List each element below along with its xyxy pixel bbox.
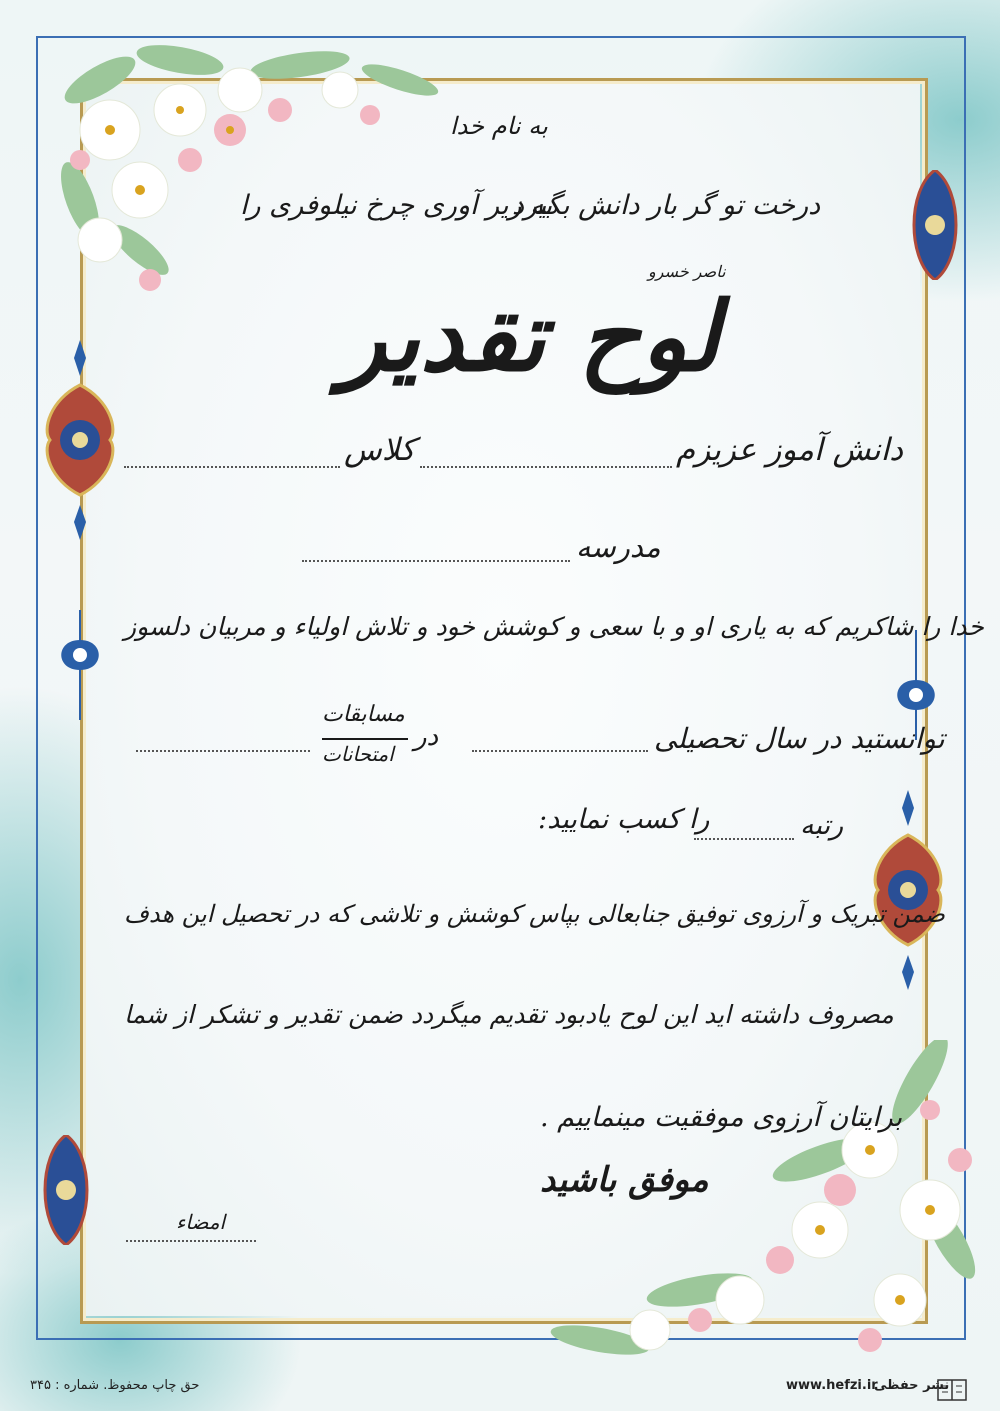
school-label: مدرسه bbox=[576, 530, 661, 564]
corner-ornament-top-right-icon bbox=[905, 170, 965, 280]
student-name-line[interactable] bbox=[420, 466, 672, 468]
body-line-1: خدا را شاکریم که به یاری او و با سعی و کوشش خود و تلاش اولیاء و مربیان دلسوز bbox=[124, 612, 984, 641]
competition-prefix: در bbox=[414, 722, 439, 752]
medallion-ornament-right-icon bbox=[868, 790, 948, 990]
publisher-logo-icon bbox=[936, 1376, 968, 1402]
body-line-4: ضمن تبریک و آرزوی توفیق جنابعالی بپاس کوشش و تلاشی که در تحصیل این هدف bbox=[124, 900, 946, 928]
class-line[interactable] bbox=[124, 466, 340, 468]
verse-right: درخت تو گر بار دانش بگیرد bbox=[512, 190, 821, 221]
fleur-ornament-left-icon bbox=[50, 610, 110, 720]
signature-line[interactable] bbox=[126, 1240, 256, 1242]
flower-bouquet-bottom-right-icon bbox=[520, 1040, 1000, 1370]
verse-left: به زیر آوری چرخ نیلوفری را bbox=[240, 190, 553, 221]
rank-label: رتبه bbox=[800, 810, 844, 841]
certificate-title: لوح تقدیر bbox=[340, 280, 720, 393]
competition-option-bottom: امتحانات bbox=[322, 742, 394, 766]
body-line-6: برایتان آرزوی موفقیت مینماییم . bbox=[540, 1102, 903, 1133]
competition-option-top: مسابقات bbox=[322, 702, 405, 727]
copyright-notice: حق چاپ محفوظ. شماره : ۳۴۵ bbox=[30, 1378, 200, 1393]
closing-text: موفق باشید bbox=[540, 1160, 709, 1200]
class-label: کلاس bbox=[344, 432, 416, 468]
subject-line[interactable] bbox=[136, 750, 310, 752]
body-line-2: توانستید در سال تحصیلی bbox=[654, 722, 945, 755]
medallion-ornament-left-icon bbox=[40, 340, 120, 540]
body-line-5: مصروف داشته اید این لوح یادبود تقدیم میگردد ضمن تقدیر و تشکر از شما bbox=[124, 1000, 894, 1029]
rank-suffix: را کسب نمایید: bbox=[538, 804, 710, 835]
corner-ornament-bottom-left-icon bbox=[36, 1135, 96, 1245]
school-line[interactable] bbox=[302, 560, 570, 562]
student-label: دانش آموز عزیزم bbox=[676, 432, 904, 468]
school-year-line[interactable] bbox=[472, 750, 648, 752]
poet-name: ناصر خسرو bbox=[648, 262, 726, 281]
website-link[interactable]: www.hefzi.ir bbox=[786, 1378, 878, 1393]
invocation-text: به نام خدا bbox=[450, 112, 548, 140]
publisher-name: نشر حفظی bbox=[874, 1378, 950, 1393]
fraction-divider bbox=[322, 738, 408, 740]
rank-line[interactable] bbox=[694, 838, 794, 840]
signature-label: امضاء bbox=[176, 1210, 226, 1234]
